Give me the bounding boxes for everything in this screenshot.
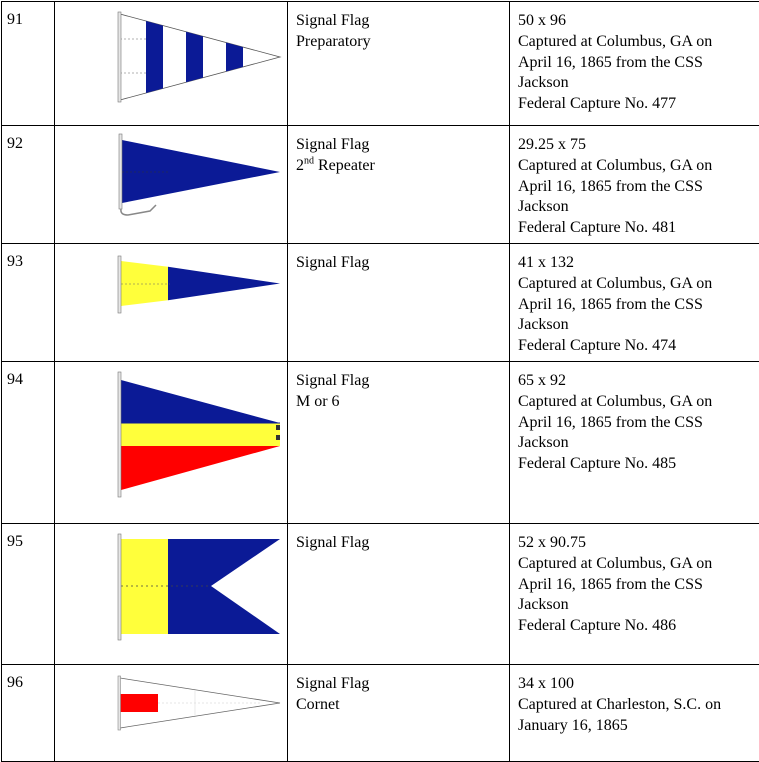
flag-image-cell [55,524,288,665]
flag-name-line: Cornet [296,695,340,713]
flag-description-cell [510,2,759,126]
row-number: 91 [7,11,23,28]
description-line: Captured at Charleston, S.C. on [518,695,722,713]
table-row [2,244,759,362]
description-line: April 16, 1865 from the CSS [518,295,703,313]
flag-name-cell [288,524,510,665]
flag-image-cell [55,2,288,126]
flag-name-cell [288,244,510,362]
flag-name-line [296,156,509,177]
flag-size: 50 x 96 [518,12,566,29]
flag-name-cell [288,126,510,244]
capture-number: Federal Capture No. 486 [518,617,677,635]
table-row [2,126,759,244]
description-line: Jackson [518,434,569,452]
row-number-cell [2,362,55,524]
flag-name-line: M or 6 [296,392,340,410]
name-rest: Repeater [314,156,375,174]
description-line: April 16, 1865 from the CSS [518,413,703,431]
row-number-cell [2,244,55,362]
swallowtail-yellow-blue-icon [60,529,285,659]
flag-name-line: Signal Flag [296,254,370,271]
capture-number: Federal Capture No. 474 [518,337,677,355]
pennant-blue-icon [60,131,285,239]
pennant-yellow-blue-icon [60,249,285,357]
table-row [2,524,759,665]
flag-name-line: Signal Flag [296,534,370,551]
capture-number: Federal Capture No. 481 [518,219,677,237]
description-line: Captured at Columbus, GA on [518,392,713,410]
description-line: April 16, 1865 from the CSS [518,177,703,195]
flag-name-line: Signal Flag [296,675,370,692]
flag-catalog-table [1,1,759,762]
flag-name-line: Preparatory [296,32,371,50]
row-number: 92 [7,135,23,152]
pennant-blue-yellow-red-icon [60,367,285,519]
table-row [2,362,759,524]
row-number: 96 [7,674,23,691]
flag-image-cell [55,665,288,762]
flag-description-cell [510,126,759,244]
flag-size: 41 x 132 [518,254,574,271]
description-line: April 16, 1865 from the CSS [518,53,703,71]
row-number-cell [2,524,55,665]
ordinal-number: 2 [296,156,304,174]
row-number-cell [2,665,55,762]
row-number: 95 [7,533,23,550]
flag-name-line: Signal Flag [296,12,370,29]
row-number: 93 [7,253,23,270]
flag-description-cell [510,244,759,362]
capture-number: Federal Capture No. 477 [518,95,677,113]
flag-name-cell [288,362,510,524]
flag-name-line: Signal Flag [296,372,370,389]
flag-image-cell [55,244,288,362]
flag-size: 52 x 90.75 [518,534,586,551]
table-row [2,665,759,762]
flag-name-line: Signal Flag [296,136,370,153]
flag-size: 65 x 92 [518,372,566,389]
description-line: Jackson [518,316,569,334]
flag-size: 34 x 100 [518,675,574,692]
description-line: Captured at Columbus, GA on [518,274,713,292]
row-number-cell [2,2,55,126]
flag-description-cell [510,665,759,762]
pennant-white-red-square-icon [60,670,285,756]
description-line: Jackson [518,198,569,216]
flag-description-cell [510,362,759,524]
row-number-cell [2,126,55,244]
row-number: 94 [7,371,23,388]
flag-image-cell [55,126,288,244]
flag-image-cell [55,362,288,524]
flag-name-cell [288,665,510,762]
description-line: Captured at Columbus, GA on [518,156,713,174]
description-line: Jackson [518,74,569,92]
description-line: Captured at Columbus, GA on [518,554,713,572]
flag-description-cell [510,524,759,665]
table-row [2,2,759,126]
flag-size: 29.25 x 75 [518,136,586,153]
ordinal-suffix: nd [304,155,314,167]
description-line: Captured at Columbus, GA on [518,32,713,50]
pennant-blue-white-stripes-icon [60,7,285,121]
description-line: Jackson [518,596,569,614]
description-line: April 16, 1865 from the CSS [518,575,703,593]
description-line: January 16, 1865 [518,716,628,734]
flag-name-cell [288,2,510,126]
capture-number: Federal Capture No. 485 [518,455,677,473]
